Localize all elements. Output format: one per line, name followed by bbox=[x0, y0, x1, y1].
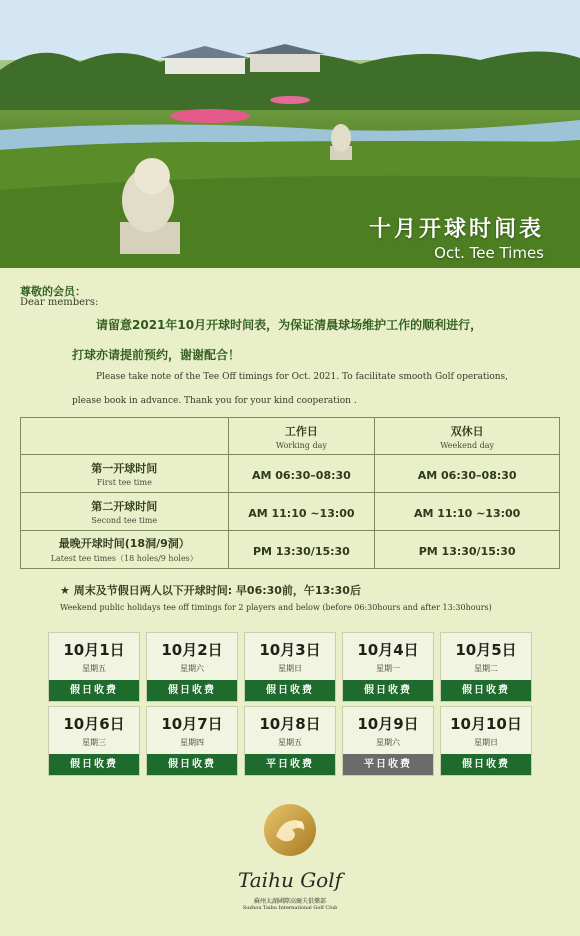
calendar-weekday: 星期五 bbox=[278, 738, 302, 747]
calendar-day bbox=[48, 632, 140, 702]
weekend-time-cell: AM 06:30–08:30 bbox=[375, 455, 560, 493]
calendar-day bbox=[440, 632, 532, 702]
calendar-weekday: 星期日 bbox=[278, 664, 302, 673]
calendar-day bbox=[244, 706, 336, 776]
rate-badge: 假日收费 bbox=[441, 680, 531, 701]
calendar-day bbox=[146, 706, 238, 776]
holiday-note-en: Weekend public holidays tee off timings for 2 players and below (before 06:30hours and after 13:30hours) bbox=[60, 603, 492, 612]
rate-badge: 假日收费 bbox=[49, 680, 139, 701]
header-working-day: 工作日 Working day bbox=[228, 418, 375, 455]
calendar-weekday: 星期四 bbox=[180, 738, 204, 747]
tee-time-table bbox=[20, 417, 560, 569]
lion-statue-right bbox=[330, 124, 352, 160]
greeting-en: Dear members: bbox=[20, 297, 99, 308]
calendar-day bbox=[48, 706, 140, 776]
club-logo-icon bbox=[262, 800, 318, 864]
intro-zh-line2: 打球亦请提前预约，谢谢配合！ bbox=[72, 348, 241, 362]
intro-en-line2: please book in advance. Thank you for your kind cooperation . bbox=[72, 396, 357, 406]
hero-title: 十月开球时间表 bbox=[368, 217, 544, 242]
calendar-weekday: 星期六 bbox=[180, 664, 204, 673]
calendar-date: 10月4日 bbox=[357, 641, 419, 659]
brand-subtitle-zh: 蘇州太湖國際高爾夫俱樂部 bbox=[253, 898, 326, 905]
header-weekend-day: 双休日 Weekend day bbox=[375, 418, 560, 455]
hero-subtitle: Oct. Tee Times bbox=[434, 244, 544, 262]
calendar-weekday: 星期三 bbox=[82, 738, 106, 747]
table-row bbox=[21, 493, 560, 531]
calendar-day bbox=[342, 706, 434, 776]
table-corner-cell bbox=[21, 418, 229, 455]
working-time-cell: PM 13:30/15:30 bbox=[228, 531, 375, 569]
table-row bbox=[21, 455, 560, 493]
row-label: 第二开球时间 Second tee time bbox=[21, 493, 229, 531]
calendar-date: 10月7日 bbox=[161, 715, 223, 733]
table-row bbox=[21, 531, 560, 569]
calendar-weekday: 星期一 bbox=[376, 664, 400, 673]
intro-en-line1: Please take note of the Tee Off timings for Oct. 2021. To facilitate smooth Golf operations, bbox=[96, 372, 509, 382]
calendar-day bbox=[244, 632, 336, 702]
hero-banner bbox=[0, 0, 580, 268]
calendar-date: 10月5日 bbox=[455, 641, 517, 659]
calendar-weekday: 星期二 bbox=[474, 664, 498, 673]
working-time-cell: AM 06:30–08:30 bbox=[228, 455, 375, 493]
weekend-time-cell: PM 13:30/15:30 bbox=[375, 531, 560, 569]
calendar-date: 10月9日 bbox=[357, 715, 419, 733]
calendar-date: 10月3日 bbox=[259, 641, 321, 659]
calendar-day bbox=[146, 632, 238, 702]
greeting-zh: 尊敬的会员： bbox=[20, 285, 86, 298]
row-label: 最晚开球时间(18洞/9洞） Latest tee times（18 holes/9 holes） bbox=[21, 531, 229, 569]
rate-badge: 平日收费 bbox=[245, 754, 335, 775]
holiday-note-zh: ★ 周末及节假日两人以下开球时间: 早06:30前，午13:30后 bbox=[60, 584, 361, 597]
calendar-date: 10月6日 bbox=[63, 715, 125, 733]
rate-badge: 假日收费 bbox=[441, 754, 531, 775]
working-time-cell: AM 11:10 ~13:00 bbox=[228, 493, 375, 531]
calendar-date: 10月1日 bbox=[63, 641, 125, 659]
calendar-weekday: 星期五 bbox=[82, 664, 106, 673]
table-header-row bbox=[21, 418, 560, 455]
intro-zh-line1: 请留意2021年10月开球时间表，为保证清晨球场维护工作的顺利进行， bbox=[96, 318, 483, 332]
row-label: 第一开球时间 First tee time bbox=[21, 455, 229, 493]
calendar-date: 10月2日 bbox=[161, 641, 223, 659]
calendar-weekday: 星期日 bbox=[474, 738, 498, 747]
rate-badge: 假日收费 bbox=[245, 680, 335, 701]
rate-badge: 假日收费 bbox=[147, 754, 237, 775]
brand-subtitle-en: Suzhou Taihu International Golf Club bbox=[242, 905, 338, 911]
rate-badge: 假日收费 bbox=[49, 754, 139, 775]
rate-badge: 平日收费 bbox=[343, 754, 433, 775]
calendar-date: 10月8日 bbox=[259, 715, 321, 733]
calendar-day bbox=[342, 632, 434, 702]
calendar-date: 10月10日 bbox=[450, 715, 522, 733]
rate-badge: 假日收费 bbox=[147, 680, 237, 701]
weekend-time-cell: AM 11:10 ~13:00 bbox=[375, 493, 560, 531]
calendar-weekday: 星期六 bbox=[376, 738, 400, 747]
calendar-day bbox=[440, 706, 532, 776]
brand-name: Taihu Golf bbox=[237, 868, 343, 892]
rate-badge: 假日收费 bbox=[343, 680, 433, 701]
